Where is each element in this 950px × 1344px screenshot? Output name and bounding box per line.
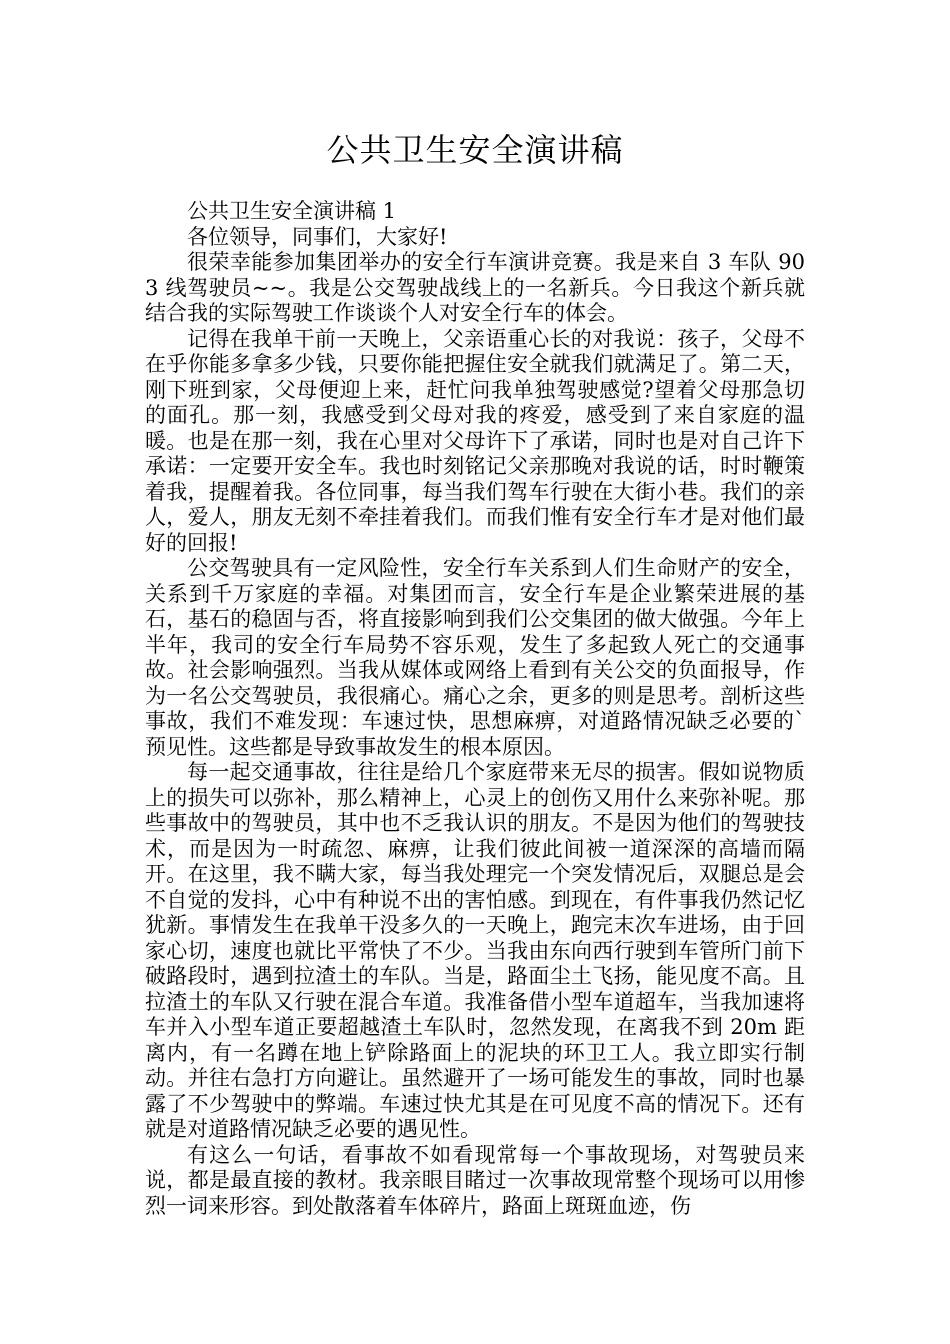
paragraph-safety-importance: 公交驾驶具有一定风险性，安全行车关系到人们生命财产的安全，关系到千万家庭的幸福。对集团而言，安全行车是企业繁荣进展的基石，基石的稳固与否，将直接影响到我们公交集团的做大做强。今年上半年，我司的安全行车局势不容乐观，发生了多起致人死亡的交通事故。社会影响强烈。当我从媒体或网络上看到有关公交的负面报导，作为一名公交驾驶员，我很痛心。痛心之余，更多的则是思考。剖析这些事故，我们不难发现：车速过快，思想麻痹，对道路情况缺乏必要的`预见性。这些都是导致事故发生的根本原因。 <box>145 556 805 759</box>
paragraph-subtitle: 公共卫生安全演讲稿 1 <box>187 199 397 223</box>
document-page <box>145 128 805 1219</box>
paragraph-father-advice: 记得在我单干前一天晚上，父亲语重心长的对我说：孩子，父母不在乎你能多拿多少钱，只要你能把握住安全就我们就满足了。第二天，刚下班到家，父母便迎上来，赶忙问我单独驾驶感觉?望着父母那急切的面孔。那一刻，我感受到父母对我的疼爱，感受到了来自家庭的温暖。也是在那一刻，我在心里对父母许下了承诺，同时也是对自己许下承诺：一定要开安全车。我也时刻铭记父亲那晚对我说的话，时时鞭策着我，提醒着我。各位同事，每当我们驾车行驶在大街小巷。我们的亲人，爱人，朋友无刻不牵挂着我们。而我们惟有安全行车才是对他们最好的回报! <box>145 326 805 555</box>
document-title: 公共卫生安全演讲稿 <box>326 131 624 169</box>
paragraph-greeting: 各位领导，同事们，大家好! <box>187 224 448 249</box>
paragraph-accident-scene: 有这么一句话，看事故不如看现常每一个事故现场，对驾驶员来说，都是最直接的教材。我亲眼目睹过一次事故现常整个现场可以用惨烈一词来形容。到处散落着车体碎片，路面上斑斑血迹，伤 <box>145 1142 805 1218</box>
paragraph-accident-story: 每一起交通事故，往往是给几个家庭带来无尽的损害。假如说物质上的损失可以弥补，那么精神上，心灵上的创伤又用什么来弥补呢。那些事故中的驾驶员，其中也不乏我认识的朋友。不是因为他们的驾驶技术，而是因为一时疏忽、麻痹，让我们彼此间被一道深深的高墙而隔开。在这里，我不瞒大家，每当我处理完一个突发情况后，双腿总是会不自觉的发抖，心中有种说不出的害怕感。到现在，有件事我仍然记忆犹新。事情发生在我单干没多久的一天晚上，跑完末次车进场，由于回家心切，速度也就比平常快了不少。当我由东向西行驶到车管所门前下破路段时，遇到拉渣土的车队。当是，路面尘土飞扬，能见度不高。且拉渣土的车队又行驶在混合车道。我准备借小型车道超车，当我加速将车并入小型车道正要超越渣土车队时，忽然发现，在离我不到 20m 距离内，有一名蹲在地上铲除路面上的泥块的环卫工人。我立即实行制动。并往右急打方向避让。虽然避开了一场可能发生的事故，同时也暴露了不少驾驶中的弊端。车速过快尤其是在可见度不高的情况下。还有就是对道路情况缺乏必要的遇见性。 <box>145 760 805 1141</box>
paragraph-introduction: 很荣幸能参加集团举办的安全行车演讲竞赛。我是来自 3 车队 903 线驾驶员~~。我是公交驾驶战线上的一名新兵。今日我这个新兵就结合我的实际驾驶工作谈谈个人对安全行车的体会。 <box>145 250 805 325</box>
